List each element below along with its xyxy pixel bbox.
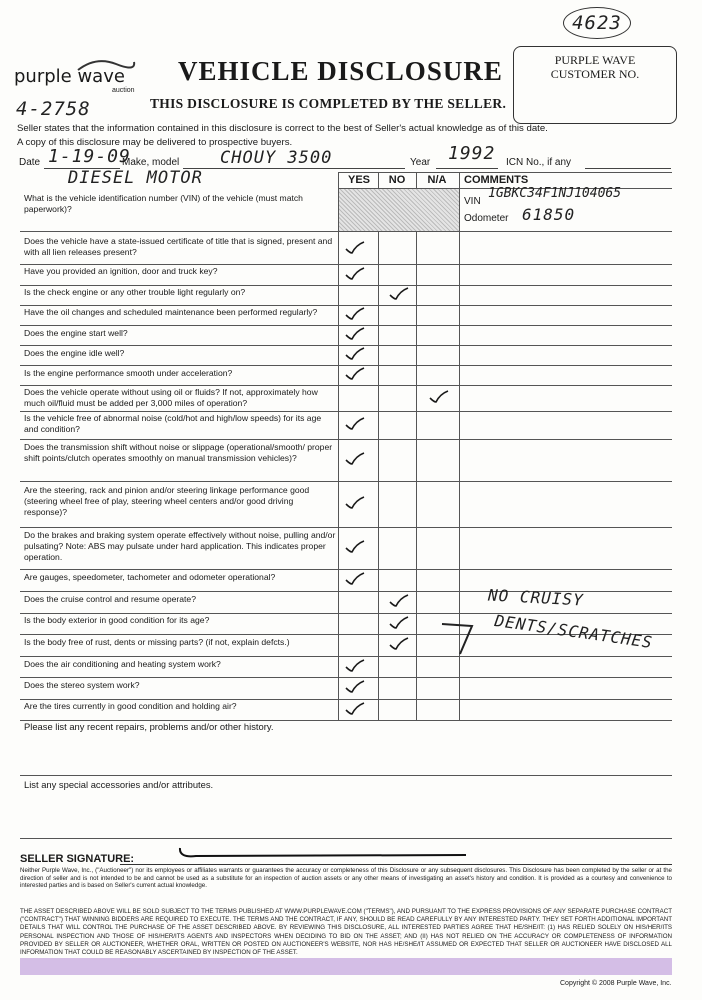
repairs-label: Please list any recent repairs, problems and/or other history.: [24, 721, 274, 732]
checkmark-no-icon[interactable]: [388, 594, 410, 608]
intro-line-2: A copy of this disclosure may be delivered to prospective buyers.: [17, 137, 293, 148]
question-text: Does the vehicle have a state-issued certificate of title that is signed, present and with all lien releases present?: [24, 236, 333, 257]
col-yes: YES: [347, 174, 370, 186]
question-text: Does the engine idle well?: [24, 348, 125, 358]
logo-text: purple wave: [14, 66, 125, 87]
checkmark-yes-icon[interactable]: [344, 496, 366, 510]
customer-number-box[interactable]: [513, 46, 677, 124]
odometer-value[interactable]: 61850: [522, 205, 576, 224]
col-no: NO: [388, 174, 406, 186]
vin-shaded-cells: [339, 189, 459, 231]
year-label: Year: [410, 157, 431, 168]
customer-box-line2: CUSTOMER NO.: [550, 67, 640, 81]
copyright-text: Copyright © 2008 Purple Wave, Inc.: [560, 980, 672, 987]
checkmark-yes-icon[interactable]: [344, 307, 366, 321]
question-text: Does the stereo system work?: [24, 680, 140, 690]
checkmark-na-icon[interactable]: [428, 390, 450, 404]
checkmark-no-icon[interactable]: [388, 287, 410, 301]
checkmark-no-icon[interactable]: [388, 616, 410, 630]
intro-line-1: Seller states that the information contained in this disclosure is correct to the best of Seller's actual knowledge as of this date.: [17, 123, 548, 134]
checkmark-yes-icon[interactable]: [344, 452, 366, 466]
vin-value[interactable]: 1GBKC34F1NJ104065: [488, 186, 622, 201]
form-number-circle: 4623: [563, 7, 631, 39]
checkmark-yes-icon[interactable]: [344, 267, 366, 281]
odometer-label: Odometer: [464, 213, 509, 224]
col-na: N/A: [427, 174, 447, 186]
checkmark-yes-icon[interactable]: [344, 417, 366, 431]
purple-wave-logo: [14, 64, 144, 94]
question-text: Does the air conditioning and heating system work?: [24, 659, 221, 669]
bracket-mark-icon: [438, 618, 478, 658]
year-value[interactable]: 1992: [448, 143, 496, 164]
make-label: Make, model: [122, 157, 180, 168]
disclaimer-text: Neither Purple Wave, Inc., ("Auctioneer") nor its employees or affiliates warrants or guarantees the accuracy or completeness of this Disclosure or any subsequent disclosures. This Disclosure has been completed by the seller or at the direction of seller and is not intended to be and cannot be used as a substitute for an inspection of auction assets or any other means of investigating an asset's history and condition. It is provided as a courtesy and convenience to interested parties and is based on Seller's current actual knowledge.: [20, 867, 672, 890]
checkmark-no-icon[interactable]: [388, 637, 410, 651]
question-text: Does the engine start well?: [24, 328, 128, 338]
checkmark-yes-icon[interactable]: [344, 367, 366, 381]
question-text: Are gauges, speedometer, tachometer and odometer operational?: [24, 572, 276, 582]
logo-subtext: auction: [112, 87, 135, 94]
question-text: Is the engine performance smooth under acceleration?: [24, 368, 233, 378]
terms-text: THE ASSET DESCRIBED ABOVE WILL BE SOLD SUBJECT TO THE TERMS PUBLISHED AT WWW.PURPLEWAVE.COM ("TERMS"), AND PURSUANT TO THE EXPRESS PROVISIONS OF ANY SEPARATE PURCHASE CONTRACT ("CONTRACT") THAT WINNING BIDDERS ARE REQUIRED TO EXECUTE. THE TERMS AND THE CONTRACT, IF ANY, SHOULD BE READ CAREFULLY BY ANY INTERESTED PARTY. THEY SET FORTH ADDITIONAL IMPORTANT DETAILS THAT WILL CONTROL THE PURCHASE OF THE ASSET DESCRIBED ABOVE. BY REVIEWING THIS DISCLOSURE, ALL INTERESTED PARTIES AGREE THAT HE/SHE/IT: (1) HAS RELIED SOLELY ON HIS/HER/ITS PERSONAL INSPECTION AND THOSE OF HIS/HER/ITS AGENTS AND INSPECTORS WHEN DECIDING TO BID ON THE ASSET; AND (II) HAS NOT RELIED ON THE ACCURACY OR COMPLETENESS OF INFORMATION PROVIDED BY SELLER OR AUCTIONEER, WHETHER ORAL, WRITTEN OR POSTED ON AUCTIONEER'S WEBSITE, NOR HAS HE/SHE/IT ASSUMED OR EXPECTED THAT SELLER OR AUCTIONEER HAVE DISCLOSED ALL INFORMATION THAT COULD BE REASONABLY ASCERTAINED BY INSPECTION OF THE ASSET.: [20, 908, 672, 957]
vin-question: What is the vehicle identification number (VIN) of the vehicle (must match paperwork)?: [24, 193, 303, 214]
page-title: VEHICLE DISCLOSURE: [178, 56, 503, 86]
date-label: Date: [19, 157, 41, 168]
comment-cruise: NO CRUISY: [487, 585, 585, 610]
checkmark-yes-icon[interactable]: [344, 347, 366, 361]
checkmark-yes-icon[interactable]: [344, 540, 366, 554]
question-text: Is the check engine or any other trouble light regularly on?: [24, 287, 246, 297]
make-value[interactable]: CHOUY 3500: [220, 148, 333, 168]
icn-label: ICN No., if any: [506, 157, 572, 168]
checkmark-yes-icon[interactable]: [344, 659, 366, 673]
question-text: Is the body exterior in good condition for its age?: [24, 615, 210, 625]
question-text: Have the oil changes and scheduled maintenance been performed regularly?: [24, 307, 318, 317]
question-text: Have you provided an ignition, door and truck key?: [24, 266, 218, 276]
question-text: Does the transmission shift without noise or slippage (operational/smooth/ proper shift points/clutch operates smoothly on manual transmission vehicles)?: [24, 442, 333, 463]
question-text: Does the vehicle operate without using oil or fluids? If not, approximately how much oil/fluid must be added per 3,000 miles of operation?: [24, 387, 318, 408]
date-value[interactable]: 1-19-09: [48, 146, 131, 167]
accessories-label: List any special accessories and/or attributes.: [24, 779, 214, 790]
customer-box-line1: PURPLE WAVE: [554, 53, 636, 67]
question-text: Is the body free of rust, dents or missing parts? (if not, explain defcts.): [24, 637, 290, 647]
question-text: Do the brakes and braking system operate effectively without noise, pulling and/or pulsating? Note: ABS may pulsate under hard application. This indicates proper operation.: [24, 530, 336, 562]
lot-number-hw: 4-2758: [16, 98, 91, 120]
question-text: Does the cruise control and resume operate?: [24, 594, 196, 604]
question-text: Are the tires currently in good condition and holding air?: [24, 701, 237, 711]
question-text: Are the steering, rack and pinion and/or steering linkage performance good (steering wheel free of play, steering wheel centers and/or good driving response)?: [24, 485, 310, 517]
extra-notes-hw: DIESEL MOTOR: [68, 168, 203, 188]
col-comments: COMMENTS: [464, 174, 529, 186]
comment-body: DENTS/SCRATCHES: [493, 610, 655, 653]
checkmark-yes-icon[interactable]: [344, 680, 366, 694]
checkmark-yes-icon[interactable]: [344, 572, 366, 586]
vin-label: VIN: [464, 196, 481, 207]
checkmark-yes-icon[interactable]: [344, 702, 366, 716]
purple-band: [20, 958, 672, 975]
checkmark-yes-icon[interactable]: [344, 241, 366, 255]
signature-mark[interactable]: [176, 842, 476, 866]
checkmark-yes-icon[interactable]: [344, 327, 366, 341]
page-subtitle: THIS DISCLOSURE IS COMPLETED BY THE SELLER.: [150, 96, 507, 111]
signature-label: SELLER SIGNATURE:: [20, 853, 135, 865]
question-text: Is the vehicle free of abnormal noise (cold/hot and high/low speeds) for its age and condition?: [24, 413, 322, 434]
